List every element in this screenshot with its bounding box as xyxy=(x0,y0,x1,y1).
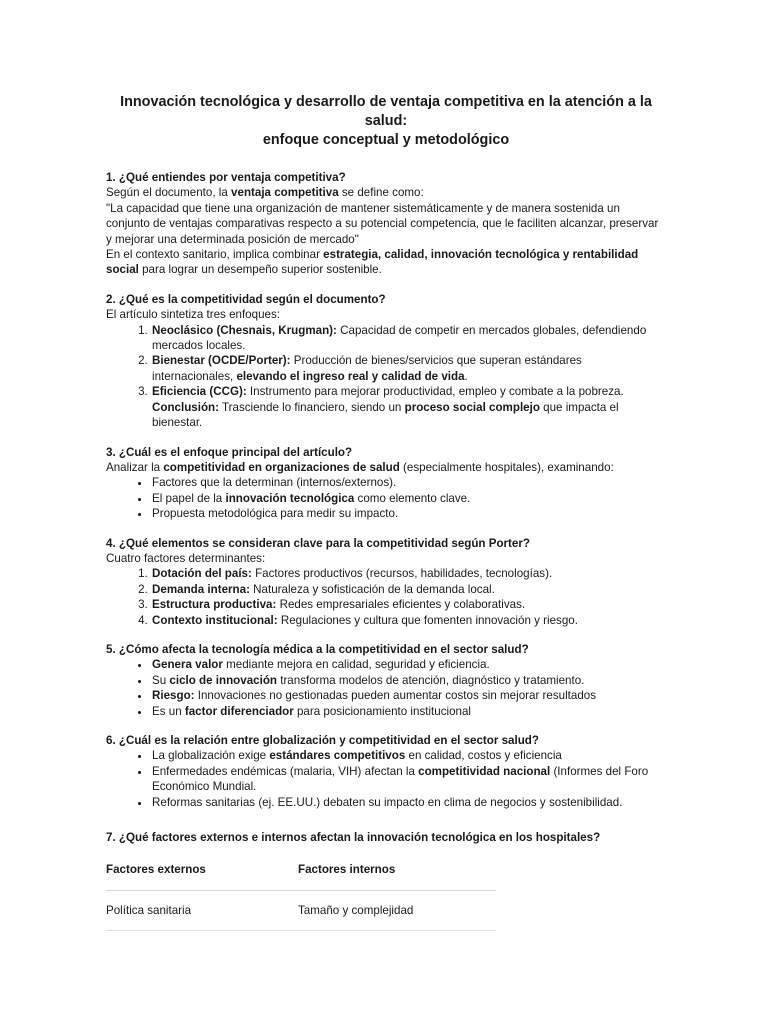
s2-list xyxy=(106,323,666,400)
item-bold: factor diferenciador xyxy=(184,704,294,718)
s1-intro-tail: se define como: xyxy=(338,186,424,200)
section-7 xyxy=(106,830,666,931)
conclusion-bold: proceso social complejo xyxy=(404,400,540,414)
conclusion-text: Trasciende lo financiero, siendo un xyxy=(218,400,405,414)
section-3 xyxy=(106,445,666,522)
list-item xyxy=(151,673,666,688)
conclusion-tail: que impacta el bienestar. xyxy=(152,400,619,430)
item-bold-2: elevando el ingreso real y calidad de vida xyxy=(236,369,465,383)
s1-intro xyxy=(106,185,666,200)
item-bold: Neoclásico (Chesnais, Krugman): xyxy=(152,323,337,337)
column-header-external: Factores externos xyxy=(106,858,298,890)
item-text: Redes empresariales eficientes y colaborativas. xyxy=(276,598,526,612)
item-bold: estándares competitivos xyxy=(269,749,406,763)
s2-intro: El artículo sintetiza tres enfoques: xyxy=(106,308,280,322)
question-7: 7. ¿Qué factores externos e internos afectan la innovación tecnológica en los hospitales? xyxy=(106,831,601,845)
s3-intro-bold: competitividad en organizaciones de salud xyxy=(163,460,400,474)
item-bold: Riesgo: xyxy=(152,689,195,703)
column-header-internal: Factores internos xyxy=(298,858,496,890)
s5-list xyxy=(106,657,666,719)
s3-intro-text: Analizar la xyxy=(106,460,164,474)
item-text: para posicionamiento institucional xyxy=(293,704,471,718)
list-item xyxy=(151,764,666,795)
question-1: 1. ¿Qué entiendes por ventaja competitiva? xyxy=(106,171,346,184)
section-1 xyxy=(106,170,666,278)
item-text: Factores productivos (recursos, habilidades, tecnologías). xyxy=(251,567,553,581)
item-text: Producción de bienes/servicios que superan estándares internacionales, xyxy=(152,354,582,383)
s1-intro-text: Según el documento, la xyxy=(106,186,232,200)
factors-table xyxy=(106,858,496,931)
list-item xyxy=(151,795,666,810)
item-text: Naturaleza y sofisticación de la demanda local. xyxy=(249,582,495,596)
item-text: Innovaciones no gestionadas pueden aumentar costos sin mejorar resultados xyxy=(194,689,597,703)
item-bold: Eficiencia (CCG): xyxy=(152,385,247,399)
item-text: Capacidad de competir en mercados globales, defendiendo mercados locales. xyxy=(152,323,647,353)
question-2: 2. ¿Qué es la competitividad según el documento? xyxy=(106,292,386,306)
list-item xyxy=(151,613,666,628)
list-item xyxy=(151,657,666,672)
section-4 xyxy=(106,536,666,628)
section-6 xyxy=(106,733,666,810)
list-item: • Propuesta metodológica para medir su impacto. xyxy=(151,506,666,521)
document-title xyxy=(106,93,666,150)
list-item xyxy=(151,582,666,597)
list-item xyxy=(151,566,666,581)
item-lead: Su xyxy=(152,673,170,687)
item-bold: Contexto institucional: xyxy=(152,613,278,627)
s3-intro-tail: (especialmente hospitales), examinando: xyxy=(399,460,614,474)
title-line-1: Innovación tecnológica y desarrollo de ventaja competitiva en la atención a la salud: xyxy=(120,94,652,129)
document-body xyxy=(106,93,666,945)
item-text: mediante mejora en calidad, seguridad y eficiencia. xyxy=(222,658,490,672)
item-text: El papel de la xyxy=(152,491,226,505)
item-text-2: . xyxy=(464,369,468,383)
s1-context xyxy=(106,247,666,278)
title-line-2: enfoque conceptual y metodológico xyxy=(262,132,510,148)
item-text: transforma modelos de atención, diagnóstico y tratamiento. xyxy=(277,673,585,687)
s3-list xyxy=(106,475,666,521)
item-text: en calidad, costos y eficiencia xyxy=(405,749,562,763)
section-2 xyxy=(106,292,666,431)
s4-list xyxy=(106,566,666,628)
s6-list xyxy=(106,748,666,810)
list-item xyxy=(151,704,666,719)
item-bold: Estructura productiva: xyxy=(152,598,277,612)
question-3: 3. ¿Cuál es el enfoque principal del artículo? xyxy=(106,445,353,459)
item-bold: ciclo de innovación xyxy=(169,673,277,687)
item-bold: innovación tecnológica xyxy=(225,491,355,505)
list-item xyxy=(151,491,666,506)
s1-ctx-text: En el contexto sanitario, implica combinar xyxy=(106,248,324,262)
item-lead: Reformas sanitarias (ej. EE.UU.) debaten su impacto en clima de negocios y sostenibilidad. xyxy=(152,795,623,809)
item-bold: Dotación del país: xyxy=(152,567,252,581)
s2-conclusion xyxy=(106,400,666,431)
list-item xyxy=(151,597,666,612)
item-lead: La globalización exige xyxy=(152,749,270,763)
item-bold: Genera valor xyxy=(152,658,223,672)
s1-intro-bold: ventaja competitiva xyxy=(231,186,339,200)
table-header-row xyxy=(106,858,496,890)
s3-intro xyxy=(106,460,666,475)
table-row xyxy=(106,890,496,930)
s1-ctx-tail: para lograr un desempeño superior sostenible. xyxy=(138,263,382,277)
table-cell: Tamaño y complejidad xyxy=(298,890,496,930)
question-4: 4. ¿Qué elementos se consideran clave para la competitividad según Porter? xyxy=(106,536,530,550)
item-bold: Demanda interna: xyxy=(152,582,250,596)
item-text: Regulaciones y cultura que fomenten innovación y riesgo. xyxy=(277,613,578,627)
item-bold: Bienestar (OCDE/Porter): xyxy=(152,354,291,368)
conclusion-label: Conclusión: xyxy=(152,400,219,414)
list-item xyxy=(151,323,666,354)
item-bold: competitividad nacional xyxy=(418,764,551,778)
question-6: 6. ¿Cuál es la relación entre globalización y competitividad en el sector salud? xyxy=(106,734,539,747)
list-item xyxy=(151,353,666,384)
list-item: • Factores que la determinan (internos/externos). xyxy=(151,475,666,490)
question-5: 5. ¿Cómo afecta la tecnología médica a la competitividad en el sector salud? xyxy=(106,642,529,656)
s1-ctx-bold: estrategia, calidad, innovación tecnológica y rentabilidad social xyxy=(106,248,639,277)
section-5 xyxy=(106,642,666,719)
list-item xyxy=(151,688,666,703)
s4-intro: Cuatro factores determinantes: xyxy=(106,551,266,565)
item-lead: Enfermedades endémicas (malaria, VIH) afectan la xyxy=(152,764,419,778)
item-text: Instrumento para mejorar productividad, empleo y combate a la pobreza. xyxy=(246,385,624,399)
table-cell: Política sanitaria xyxy=(106,890,298,930)
list-item xyxy=(151,748,666,763)
s1-quote: "La capacidad que tiene una organización de mantener sistemáticamente y de manera sostenida un conjunto de ventajas comparativas respecto a su potencial competencia, que le faciliten alcanzar, preservar y mejorar una determinada posición de mercado" xyxy=(106,201,659,246)
list-item xyxy=(151,384,666,399)
item-text: (Informes del Foro Económico Mundial. xyxy=(152,764,649,794)
item-text-2: como elemento clave. xyxy=(354,491,471,505)
item-lead: Es un xyxy=(152,704,185,718)
